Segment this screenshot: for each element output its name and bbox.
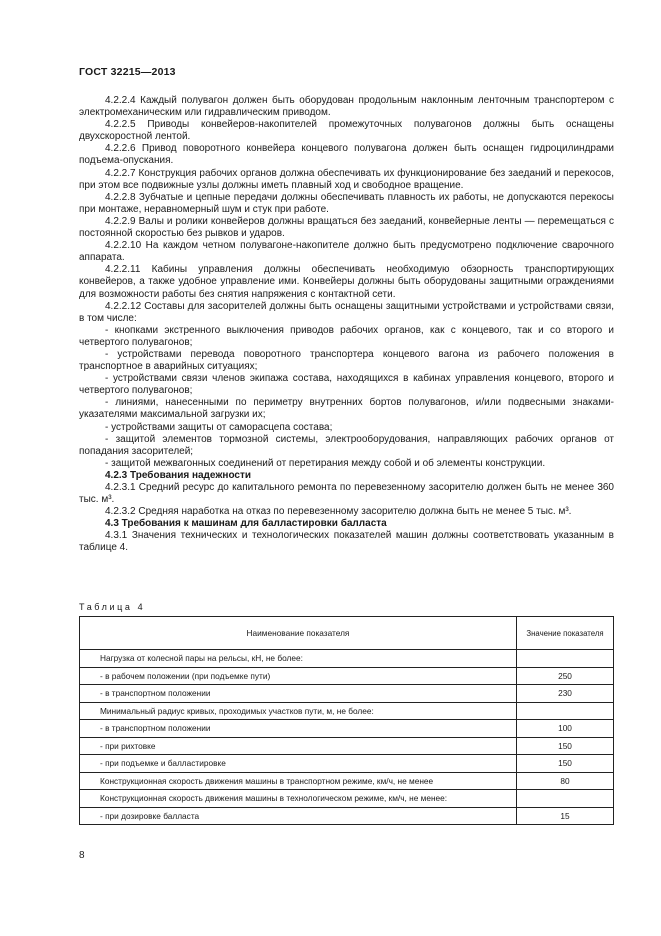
paragraph: - защитой межвагонных соединений от перетирания между собой и об элементы конструкции. [105, 457, 546, 469]
paragraph: - устройствами перевода поворотного транспортера концевого вагона из рабочего положения в транспортное в аварийных ситуациях; [79, 348, 614, 373]
column-header-name: Наименование показателя [80, 617, 517, 650]
indicator-name: - в транспортном положении [80, 685, 517, 703]
indicator-value [517, 650, 614, 668]
indicator-value: 150 [517, 737, 614, 755]
table-row [80, 772, 614, 790]
table-row [80, 667, 614, 685]
table-header-row [80, 617, 614, 650]
table-row [80, 702, 614, 720]
indicator-name: Конструкционная скорость движения машины в технологическом режиме, км/ч, не менее: [80, 790, 517, 808]
paragraph: 4.2.2.8 Зубчатые и цепные передачи должны обеспечивать плавность их работы, не допускаются перекосы при монтаже, неравномерный шум и стук при работе. [79, 191, 614, 215]
indicator-value: 230 [517, 685, 614, 703]
paragraph: 4.2.2.9 Валы и ролики конвейеров должны вращаться без заеданий, конвейерные ленты — перемещаться с постоянной скоростью без рывков и ударов. [79, 215, 614, 240]
paragraph: 4.2.3.1 Средний ресурс до капитального ремонта по перевезенному засорителю должен быть не менее 360 тыс. м³. [79, 482, 614, 506]
section-heading: 4.2.3 Требования надежности [105, 469, 252, 481]
paragraph: 4.3.1 Значения технических и технологических показателей машин должны соответствовать указанным в таблице 4. [79, 530, 614, 554]
paragraph: 4.2.3.2 Средняя наработка на отказ по перевезенному засорителю должна быть не менее 5 тыс. м³. [105, 506, 572, 518]
paragraph: 4.2.2.12 Составы для засорителей должны быть оснащены защитными устройствами и устройствами связи, в том числе: [79, 300, 614, 324]
indicator-value: 15 [517, 807, 614, 825]
paragraph: - устройствами связи членов экипажа состава, находящихся в кабинах управления концевого, второго и четвертого полувагонов; [79, 373, 614, 397]
table-4 [79, 616, 614, 825]
indicator-name: - в рабочем положении (при подъемке пути) [80, 667, 517, 685]
indicator-name: - при рихтовке [80, 737, 517, 755]
paragraph: - линиями, нанесенными по периметру внутренних бортов полувагонов, и/или подвесными знаками-указателями максимальной загрузки их; [79, 397, 614, 421]
table-row [80, 650, 614, 668]
paragraph: 4.2.2.4 Каждый полувагон должен быть оборудован продольным наклонным ленточным транспортером с электромеханическим или гидравлическим приводом. [79, 95, 614, 119]
indicator-name: - при подъемке и балластировке [80, 755, 517, 773]
indicator-value [517, 702, 614, 720]
paragraph: 4.2.2.5 Приводы конвейеров-накопителей промежуточных полувагонов должны быть оснащены двухскоростной лентой. [79, 119, 614, 143]
indicator-name: Минимальный радиус кривых, проходимых участков пути, м, не более: [80, 702, 517, 720]
table-row [80, 685, 614, 703]
paragraph: - защитой элементов тормозной системы, электрооборудования, направляющих рабочих органов от попадания засорителей; [79, 433, 614, 457]
table-row [80, 790, 614, 808]
indicator-name: Нагрузка от колесной пары на рельсы, кН, не более: [80, 650, 517, 668]
paragraph: 4.2.2.11 Кабины управления должны обеспечивать необходимую обзорность транспортирующих конвейеров, а также удобное управление ими. Конвейеры должны быть оборудованы защитными ограждениями для возможности работы без снятия напряжения с контактной сети. [79, 264, 614, 300]
paragraph: 4.2.2.7 Конструкция рабочих органов должна обеспечивать их функционирование без заеданий и перекосов, при этом все подвижные узлы должны иметь плавный ход и свободное вращение. [79, 167, 614, 191]
body-text [79, 95, 614, 555]
indicator-name: - при дозировке балласта [80, 807, 517, 825]
table-row [80, 755, 614, 773]
indicator-value: 250 [517, 667, 614, 685]
indicator-name: Конструкционная скорость движения машины в транспортном режиме, км/ч, не менее [80, 772, 517, 790]
document-header: ГОСТ 32215—2013 [79, 66, 176, 78]
table-caption: Таблица 4 [79, 602, 146, 612]
indicator-value [517, 790, 614, 808]
page-number: 8 [79, 850, 85, 861]
indicator-value: 100 [517, 720, 614, 738]
paragraph: 4.2.2.10 На каждом четном полувагоне-накопителе должно быть предусмотрено подключение сварочного аппарата. [79, 240, 614, 264]
paragraph: 4.2.2.6 Привод поворотного конвейера концевого полувагона должен быть оснащен гидроцилиндрами подъема-опускания. [79, 143, 614, 167]
table-row [80, 720, 614, 738]
indicator-name: - в транспортном положении [80, 720, 517, 738]
paragraph: - кнопками экстренного выключения приводов рабочих органов, как с концевого, так и со второго и четвертого полувагонов; [79, 324, 614, 348]
paragraph: - устройствами защиты от саморасцепа состава; [105, 421, 333, 433]
column-header-value: Значение показателя [517, 617, 614, 650]
section-heading: 4.3 Требования к машинам для балластировки балласта [105, 518, 387, 530]
table-row [80, 737, 614, 755]
indicator-value: 80 [517, 772, 614, 790]
table-row [80, 807, 614, 825]
indicator-value: 150 [517, 755, 614, 773]
